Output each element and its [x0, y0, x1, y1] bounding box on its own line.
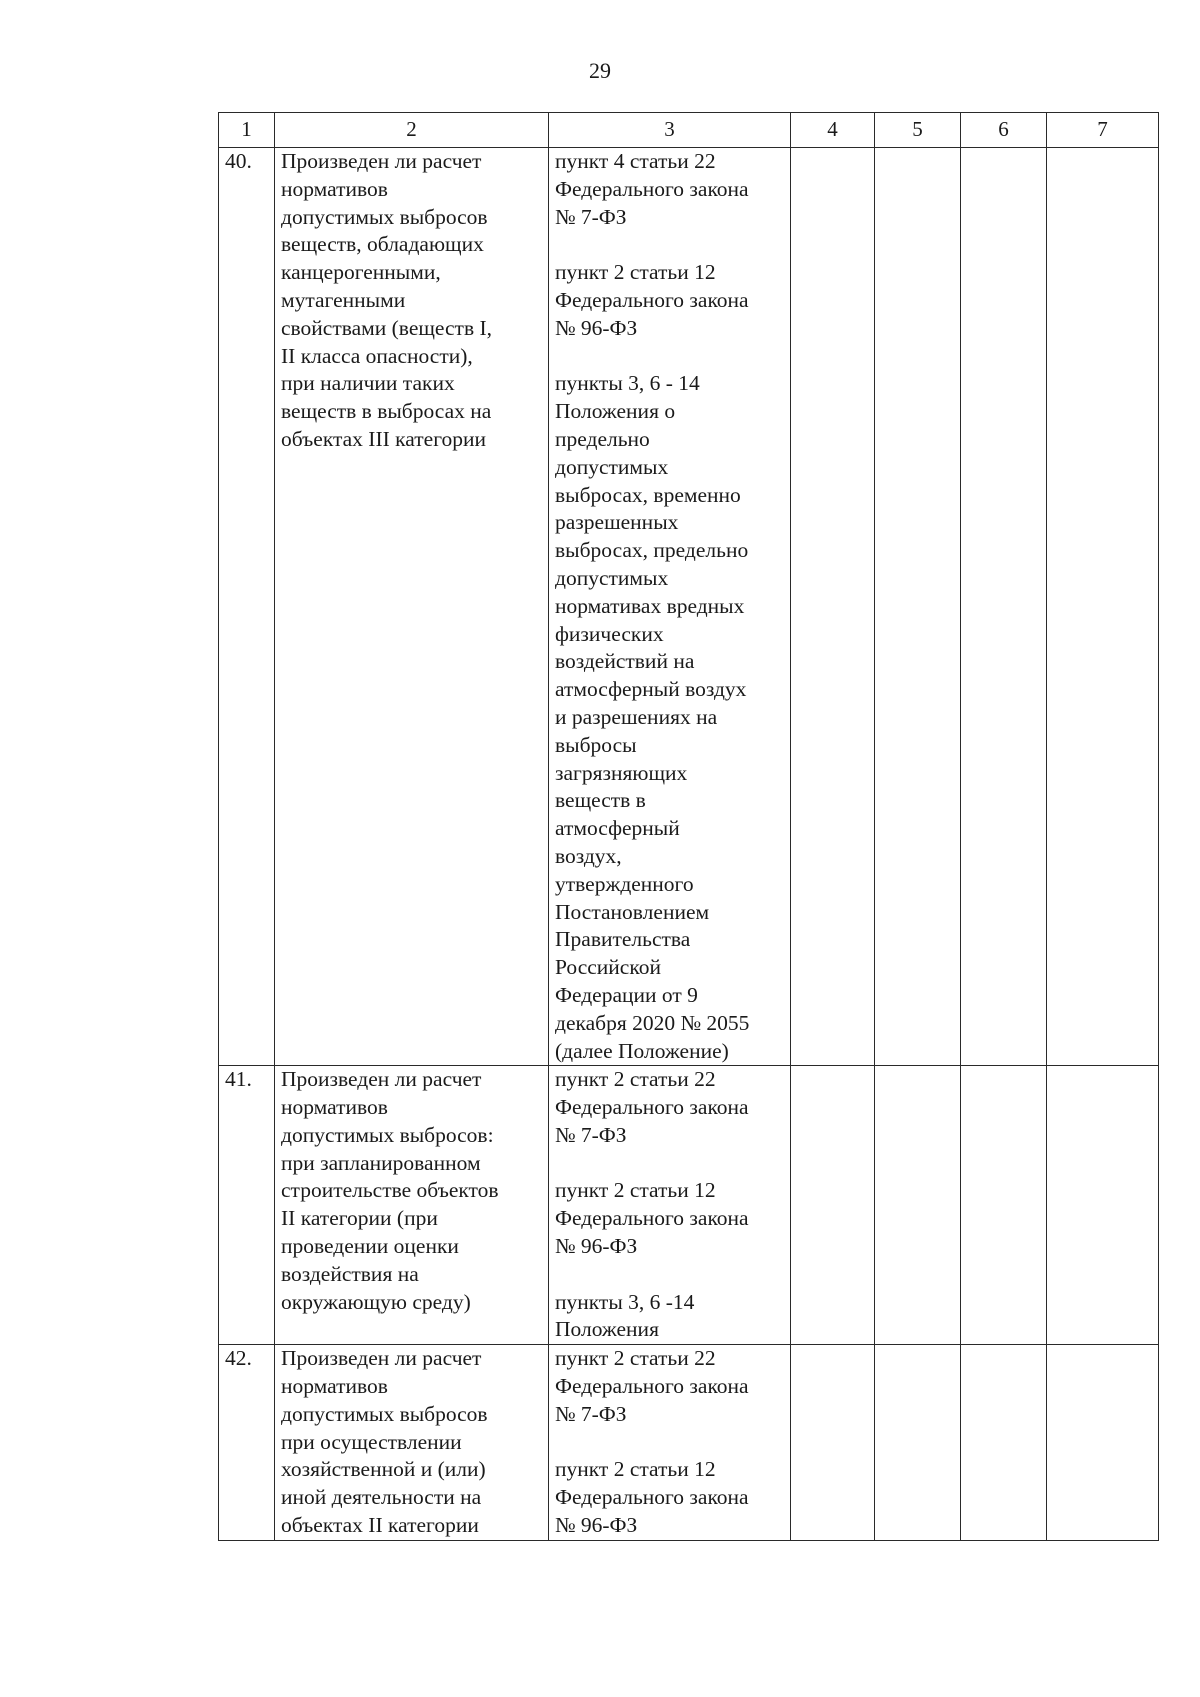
row-number: 41.: [219, 1066, 275, 1345]
header-row: [219, 113, 1159, 148]
table-row: [219, 1066, 1159, 1345]
reference-block: пункт 2 статьи 22 Федерального закона № 7-ФЗ: [555, 1067, 749, 1147]
row-references: [549, 1345, 791, 1541]
row-references: [549, 1066, 791, 1345]
reference-block: пункт 2 статьи 12 Федерального закона № 96-ФЗ: [555, 260, 749, 340]
row-question: Произведен ли расчет нормативов допустимых выбросов веществ, обладающих канцерогенными, мутагенными свойствами (веществ I, II класса опасности), при наличии таких веществ в выбросах на объектах III категории: [275, 148, 549, 1066]
column-header-2: 2: [275, 113, 549, 148]
row-number: 40.: [219, 148, 275, 1066]
row-references: [549, 148, 791, 1066]
page-number: 29: [589, 58, 611, 83]
cell-col-4: [791, 1066, 875, 1345]
reference-block: пункт 2 статьи 22 Федерального закона № 7-ФЗ: [555, 1346, 749, 1426]
cell-col-6: [961, 1345, 1047, 1541]
cell-col-6: [961, 1066, 1047, 1345]
column-header-5: 5: [875, 113, 961, 148]
table-row: [219, 1345, 1159, 1541]
reference-block: пункт 2 статьи 12 Федерального закона № 96-ФЗ: [555, 1457, 749, 1538]
column-header-3: 3: [549, 113, 791, 148]
cell-col-7: [1047, 1345, 1159, 1541]
reference-block: пункт 2 статьи 12 Федерального закона № 96-ФЗ: [555, 1178, 749, 1259]
row-question: Произведен ли расчет нормативов допустимых выбросов при осуществлении хозяйственной и (или) иной деятельности на объектах II категории: [275, 1345, 549, 1541]
table-row: [219, 148, 1159, 1066]
column-header-6: 6: [961, 113, 1047, 148]
cell-col-5: [875, 1345, 961, 1541]
row-question: Произведен ли расчет нормативов допустимых выбросов: при запланированном строительстве объектов II категории (при проведении оценки воздействия на окружающую среду): [275, 1066, 549, 1345]
reference-block: пункты 3, 6 -14 Положения: [555, 1289, 695, 1342]
cell-col-6: [961, 148, 1047, 1066]
column-header-1: 1: [219, 113, 275, 148]
reference-block: пункт 4 статьи 22 Федерального закона № 7-ФЗ: [555, 149, 749, 229]
cell-col-4: [791, 1345, 875, 1541]
cell-col-7: [1047, 148, 1159, 1066]
row-number: 42.: [219, 1345, 275, 1541]
cell-col-4: [791, 148, 875, 1066]
column-header-4: 4: [791, 113, 875, 148]
reference-block: пункты 3, 6 - 14 Положения о предельно допустимых выбросах, временно разрешенных выбросах, предельно допустимых нормативах вредных физических воздействий на атмосферный воздух и разрешениях на выбросы загрязняющих веществ в атмосферный воздух, утвержденного Постановлением Правительства Российской Федерации от 9 декабря 2020 № 2055 (далее Положение): [555, 371, 750, 1063]
cell-col-5: [875, 1066, 961, 1345]
cell-col-7: [1047, 1066, 1159, 1345]
cell-col-5: [875, 148, 961, 1066]
requirements-table: [218, 112, 1159, 1541]
column-header-7: 7: [1047, 113, 1159, 148]
